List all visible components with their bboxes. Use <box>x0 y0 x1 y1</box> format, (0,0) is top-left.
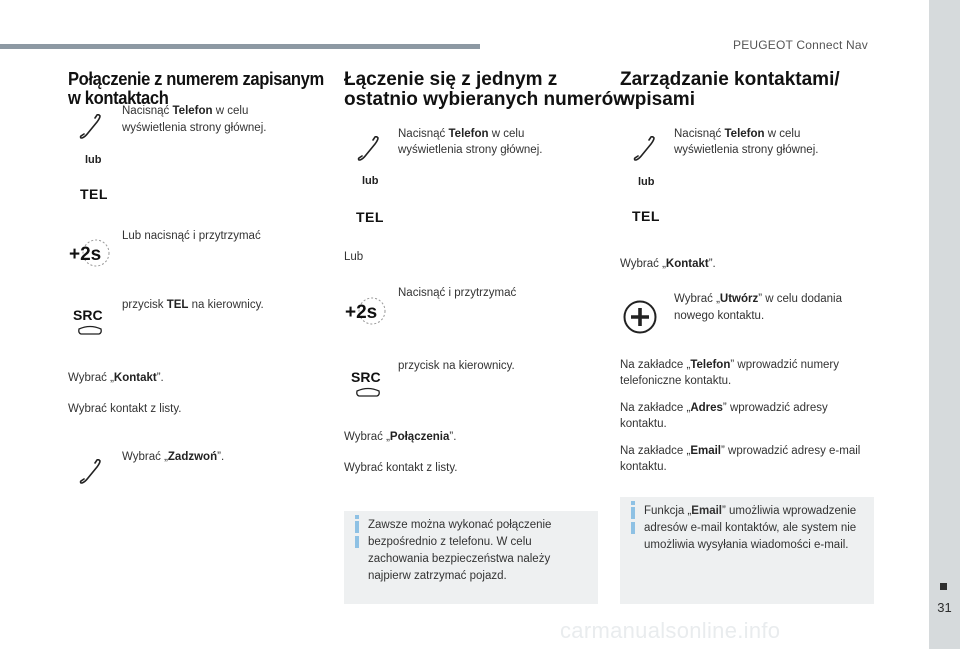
col1-title-line1: Połączenie z numerem zapisanym <box>68 69 324 89</box>
col1-step1-text: Nacisnąć Telefon w celu <box>122 105 249 117</box>
hold-2s-label: +2s <box>69 244 102 265</box>
sidebar-marker <box>940 583 947 590</box>
col2-note-line2: bezpośrednio z telefonu. W celu <box>368 536 532 548</box>
col2-note-line4: najpierw zatrzymać pojazd. <box>368 570 507 582</box>
phone-icon <box>632 136 658 162</box>
col2-step2-text: Nacisnąć i przytrzymać <box>398 287 517 299</box>
src-label: SRC <box>351 369 381 385</box>
col3-title-line1: Zarządzanie kontaktami/ <box>620 69 840 90</box>
col1-step2-text: Lub nacisnąć i przytrzymać <box>122 230 261 242</box>
col2-step1-line2: wyświetlenia strony głównej. <box>398 144 543 156</box>
phone-icon <box>78 459 104 485</box>
col2-note-line1: Zawsze można wykonać połączenie <box>368 519 552 531</box>
col3-select-contact: Wybrać „Kontakt”. <box>620 258 716 270</box>
col3-create-text: Wybrać „Utwórz” w celu dodania <box>674 293 842 305</box>
src-label: SRC <box>73 307 103 323</box>
col2-or-label: lub <box>362 175 379 187</box>
col3-tab-phone: Na zakładce „Telefon” wprowadzić numery <box>620 359 840 371</box>
col2-title-line2: ostatnio wybieranych numerów <box>344 89 628 110</box>
brand-label: PEUGEOT Connect Nav <box>733 38 868 52</box>
col2-step1-text: Nacisnąć Telefon w celu <box>398 128 525 140</box>
col3-note-line1: Funkcja „Email” umożliwia wprowadzenie <box>644 505 857 517</box>
steering-src-button-icon <box>350 368 386 398</box>
col2-or-label2: Lub <box>344 251 364 263</box>
watermark: carmanualsonline.info <box>560 618 781 643</box>
col1-select-contact: Wybrać „Kontakt”. <box>68 372 164 384</box>
col3-tel-button-label: TEL <box>632 208 660 224</box>
add-plus-icon <box>622 299 658 335</box>
col3-tab-email-line2: kontaktu. <box>620 461 667 473</box>
col3-tab-phone-line2: telefoniczne kontaktu. <box>620 375 732 387</box>
col2-select-calls: Wybrać „Połączenia”. <box>344 431 457 443</box>
col3-tab-address-line2: kontaktu. <box>620 418 667 430</box>
col3-or-label: lub <box>638 176 655 188</box>
info-icon <box>355 515 359 519</box>
col3-note-line3: umożliwia wysyłania wiadomości e-mail. <box>644 539 849 551</box>
col1-step3-text: przycisk TEL na kierownicy. <box>122 299 264 311</box>
col1-or-label: lub <box>85 154 102 166</box>
header-rule <box>0 44 480 49</box>
col1-title-line2: w kontaktach <box>68 88 169 108</box>
page-sidebar <box>929 0 960 649</box>
steering-src-button-icon <box>72 306 108 336</box>
col1-tel-button-label: TEL <box>80 186 108 202</box>
col1-step1-line2: wyświetlenia strony głównej. <box>122 122 267 134</box>
col2-select-from-list: Wybrać kontakt z listy. <box>344 462 458 474</box>
hold-2s-label: +2s <box>345 302 378 323</box>
col3-note-line2: adresów e-mail kontaktów, ale system nie <box>644 522 857 534</box>
col2-tel-button-label: TEL <box>356 209 384 225</box>
col3-tab-address: Na zakładce „Adres” wprowadzić adresy <box>620 402 828 414</box>
col1-select-from-list: Wybrać kontakt z listy. <box>68 403 182 415</box>
phone-icon <box>78 114 104 140</box>
col3-step1-text: Nacisnąć Telefon w celu <box>674 128 801 140</box>
col3-title-line2: wpisami <box>620 89 695 110</box>
phone-icon <box>356 136 382 162</box>
col3-info-note <box>620 497 874 604</box>
info-icon <box>631 501 635 505</box>
col2-info-note <box>344 511 598 604</box>
col3-create-line2: nowego kontaktu. <box>674 310 765 322</box>
col2-title-line1: Łączenie się z jednym z <box>344 69 558 90</box>
col3-tab-email: Na zakładce „Email” wprowadzić adresy e-mail <box>620 445 861 457</box>
col2-note-line3: zachowania bezpieczeństwa należy <box>368 553 551 565</box>
col3-step1-line2: wyświetlenia strony głównej. <box>674 144 819 156</box>
col2-step3-text: przycisk na kierownicy. <box>398 360 515 372</box>
hold-2s-icon <box>66 237 112 269</box>
page-number: 31 <box>937 600 952 615</box>
col1-call-text: Wybrać „Zadzwoń”. <box>122 451 225 463</box>
hold-2s-icon <box>342 295 388 327</box>
